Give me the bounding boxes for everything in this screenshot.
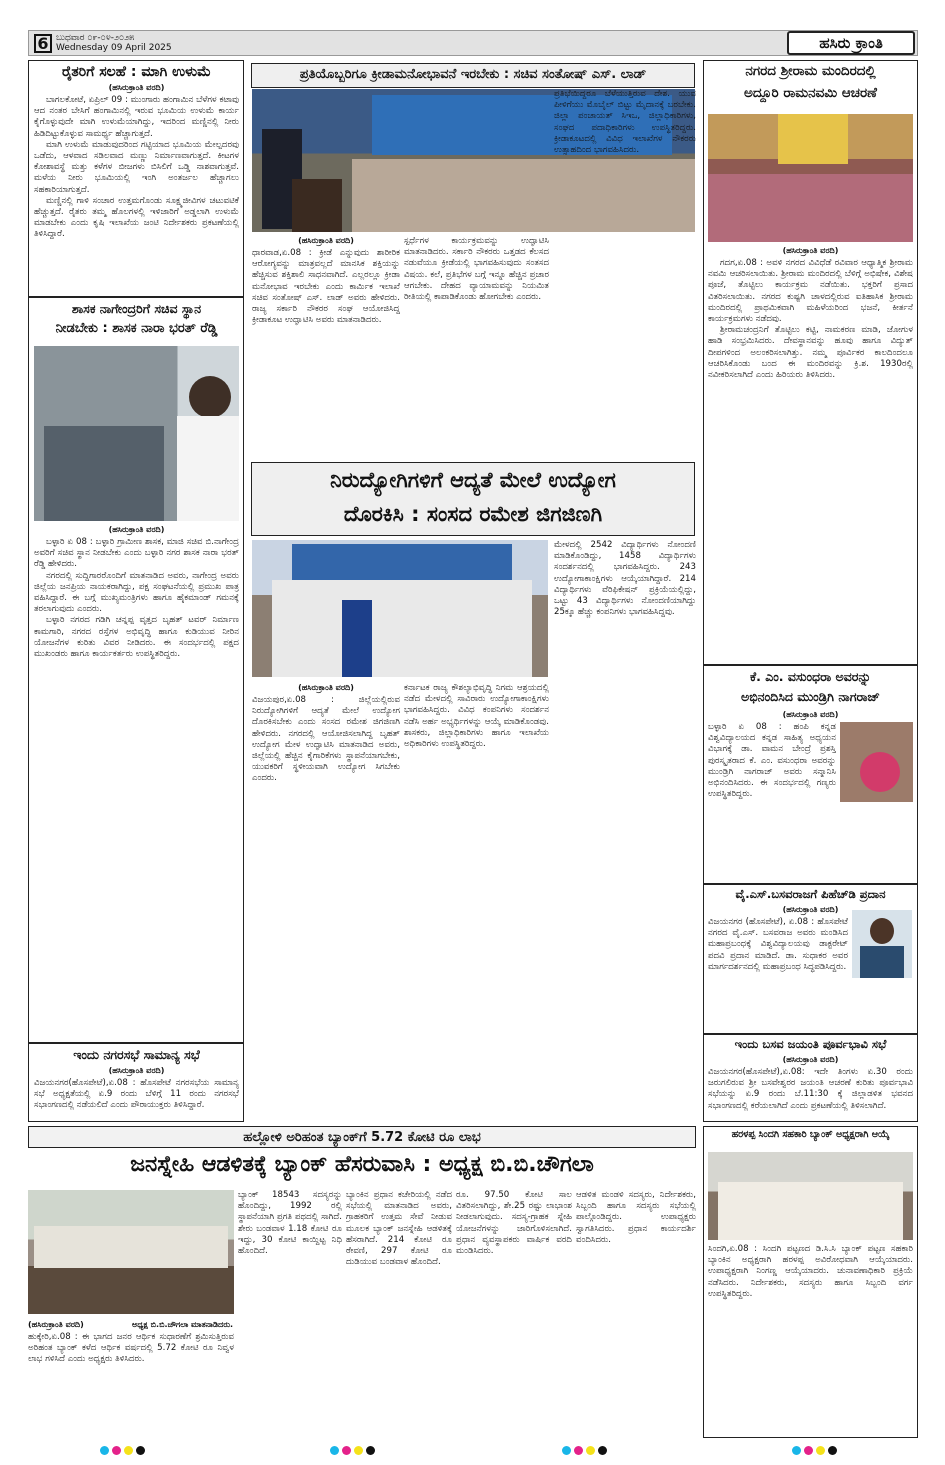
reg-dot-magenta [342, 1446, 351, 1455]
crowd-shape [44, 426, 164, 521]
art10-photo [708, 1152, 913, 1240]
art4-col1: ಧಾರವಾಡ,ಏ.08 : ಕ್ರೀಡೆ ಎನ್ನುವುದು ಶಾರೀರಿಕ ಆರೋಗ್ಯವನ್ನು ಮಾತ್ರವಲ್ಲದೆ ಮಾನಸಿಕ ಶಕ್ತಿಯನ್ನು ಹೆಚ್ಚಿಸುವ ಶಕ್ತಿಶಾಲಿ ಸಾಧನವಾಗಿದೆ. ಎಲ್ಲರಲ್ಲೂ ಕ್ರೀಡಾ ಮನೋಭಾವ ಇರಬೇಕು ಎಂದು ಕಾರ್ಮಿಕ ಇಲಾಖೆ ಸಚಿವ ಸಂತೋಷ್ ಎಸ್. ಲಾಡ್ ಅವರು ಹೇಳಿದರು. ರಾಜ್ಯ ಸರ್ಕಾರಿ ನೌಕರರ ಸಂಘ ಆಯೋಜಿಸಿದ್ದ ಕ್ರೀಡಾಕೂಟ ಉದ್ಘಾಟಿಸಿ ಅವರು ಮಾತನಾಡಿದರು. [252, 248, 400, 326]
art11-col0: ಹುಕ್ಕೇರಿ,ಏ.08 : ಈ ಭಾಗದ ಜನರ ಆರ್ಥಿಕ ಸುಧಾರಣೆಗೆ ಶ್ರಮಿಸುತ್ತಿರುವ ಅರಿಹಂತ ಬ್ಯಾಂಕ್ ಕಳೆದ ಆರ್ಥಿಕ ವರ್ಷದಲ್ಲಿ 5.72 ಕೋಟಿ ರೂ ನಿವ್ವಳ ಲಾಭ ಗಳಿಸಿದೆ ಎಂದು ಅಧ್ಯಕ್ಷರು ತಿಳಿಸಿದರು. [28, 1332, 234, 1365]
reg-dot-cyan [792, 1446, 801, 1455]
portrait-body [860, 946, 904, 978]
art9-credit: (ಹಸಿರುಕ್ರಾಂತಿ ವರದಿ) [782, 1055, 839, 1064]
art1-body [34, 95, 239, 295]
art2-p3: ಬಳ್ಳಾರಿ ನಗರದ ಗಡಿಗಿ ಚನ್ನಪ್ಪ ವೃತ್ತದ ಬೃಹತ್ ಟವರ್ ನಿರ್ಮಾಣ ಕಾಮಗಾರಿ, ನಗರದ ರಸ್ತೆಗಳ ಅಭಿವೃದ್ಧಿ ಹಾಗೂ ಕುಡಿಯುವ ನೀರಿನ ಯೋಜನೆಗಳ ಕುರಿತು ವಿವರ ನೀಡಿದರು. ಈ ಸಂದರ್ಭದಲ್ಲಿ ಪಕ್ಷದ ಮುಖಂಡರು ಹಾಗೂ ಕಾರ್ಯಕರ್ತರು ಉಪಸ್ಥಿತರಿದ್ದರು. [34, 615, 239, 660]
reg-dot-magenta [112, 1446, 121, 1455]
art10-headline: ಹರಳಪ್ಪ ಸಿಂದಗಿ ಸಹಕಾರಿ ಬ್ಯಾಂಕ್ ಅಧ್ಯಕ್ಷರಾಗಿ ಆಯ್ಕೆ [731, 1129, 890, 1140]
art11-col4: ಆಡಳಿತ ಮಂಡಳಿ ಸದಸ್ಯರು, ನಿರ್ದೇಶಕರು, ಸಿಬ್ಬಂದಿ ಹಾಗೂ ಸದಸ್ಯರು ಸಭೆಯಲ್ಲಿ ಪಾಲ್ಗೊಂಡಿದ್ದರು. ಉಪಾಧ್ಯಕ್ಷರು ಸ್ವಾಗತಿಸಿದರು. ಪ್ರಧಾನ ಕಾರ್ಯದರ್ಶಿ ವಂದಿಸಿದರು. [576, 1190, 696, 1245]
art6-p1: ಗದಗ,ಏ.08 : ಅವಳಿ ನಗರದ ವಿವಿಧೆಡೆ ರವಿವಾರ ಆಧ್ಯಾತ್ಮಿಕ ಶ್ರೀರಾಮ ನವಮಿ ಆಚರಿಸಲಾಯಿತು. ಶ್ರೀರಾಮ ಮಂದಿರದಲ್ಲಿ ಬೆಳಿಗ್ಗೆ ಅಭಿಷೇಕ, ವಿಶೇಷ ಪೂಜೆ, ತೊಟ್ಟಿಲು ಕಾರ್ಯಕ್ರಮ ನಡೆಯಿತು. ಭಕ್ತರಿಗೆ ಪ್ರಸಾದ ವಿತರಿಸಲಾಯಿತು. ನಗರದ ಕುಷ್ಟಗಿ ಚಾಳದಲ್ಲಿರುವ ಐತಿಹಾಸಿಕ ಶ್ರೀರಾಮ ಮಂದಿರದಲ್ಲಿ ಪ್ರಾಥಮಿಕವಾಗಿ ಮಹಿಳೆಯರಿಂದ ಭಜನೆ, ಕೀರ್ತನೆ ಕಾರ್ಯಕ್ರಮಗಳು ನಡೆದವು. [708, 258, 913, 325]
divider [703, 1033, 918, 1035]
dateline [56, 33, 172, 53]
attendees-row [34, 1226, 228, 1268]
art11-caption: ಅಧ್ಯಕ್ಷ ಬಿ.ಬಿ.ಚೌಗಲಾ ಮಾತನಾಡಿದರು. [132, 1320, 234, 1329]
registration-marks-1 [100, 1446, 145, 1455]
art8-portrait [852, 910, 912, 978]
reg-dot-cyan [330, 1446, 339, 1455]
art11-col3: ರೂ. 97.50 ಕೋಟಿ ಸಾಲ ವಿತರಿಸಲಾಗಿದ್ದು, ಶೇ.25 ರಷ್ಟು ಲಾಭಾಂಶ ನೀಡಲಾಗುವುದು. ಸದಸ್ಯ-ಗ್ರಾಹಕ ಸ್ನೇಹಿ ಯೋಜನೆಗಳನ್ನು ಜಾರಿಗೊಳಿಸಲಾಗಿದೆ. ಪ್ರಧಾನ ವ್ಯವಸ್ಥಾಪಕರು ವಾರ್ಷಿಕ ವರದಿ ಮಂಡಿಸಿದರು. [456, 1190, 572, 1257]
art3-body: ವಿಜಯನಗರ(ಹೊಸಪೇಟೆ),ಏ.08 : ಹೊಸಪೇಟೆ ನಗರಸಭೆಯ ಸಾಮಾನ್ಯ ಸಭೆ ಅಧ್ಯಕ್ಷತೆಯಲ್ಲಿ ಏ.9 ರಂದು ಬೆಳಿಗ್ಗೆ 11 ರಂದು ನಗರಸಭೆ ಸಭಾಂಗಣದಲ್ಲಿ ನಡೆಯಲಿದೆ ಎಂದು ಪೌರಾಯುಕ್ತರು ತಿಳಿಸಿದ್ದಾರೆ. [34, 1078, 239, 1111]
art5-col2: ಕರ್ನಾಟಕ ರಾಜ್ಯ ಕೌಶಲ್ಯಾಭಿವೃದ್ಧಿ ನಿಗಮ ಆಶ್ರಯದಲ್ಲಿ ನಡೆದ ಮೇಳದಲ್ಲಿ ಸಾವಿರಾರು ಉದ್ಯೋಗಾಕಾಂಕ್ಷಿಗಳು ಭಾಗವಹಿಸಿದ್ದರು. ವಿವಿಧ ಕಂಪನಿಗಳು ಸಂದರ್ಶನ ನಡೆಸಿ ಅರ್ಹ ಅಭ್ಯರ್ಥಿಗಳನ್ನು ಆಯ್ಕೆ ಮಾಡಿಕೊಂಡವು. ಶಾಸಕರು, ಜಿಲ್ಲಾಧಿಕಾರಿಗಳು ಹಾಗೂ ಇಲಾಖೆಯ ಅಧಿಕಾರಿಗಳು ಉಪಸ್ಥಿತರಿದ್ದರು. [404, 683, 549, 750]
reg-dot-yellow [354, 1446, 363, 1455]
reg-dot-black [598, 1446, 607, 1455]
art5-headline-1: ನಿರುದ್ಯೋಗಿಗಳಿಗೆ ಆದ್ಯತೆ ಮೇಲೆ ಉದ್ಯೋಗ [330, 468, 616, 492]
reg-dot-magenta [804, 1446, 813, 1455]
art8-credit: (ಹಸಿರುಕ್ರಾಂತಿ ವರದಿ) [782, 905, 839, 914]
art7-headline-1: ಕೆ. ಎಂ. ವಸುಂಧರಾ ಅವರನ್ನು [749, 669, 871, 684]
art1-p1: ಬಾಗಲಕೋಟೆ, ಏಪ್ರಿಲ್ 09 : ಮುಂಗಾರು ಹಂಗಾಮಿನ ಬೆಳೆಗಳ ಕಟಾವು ಆದ ನಂತರ ಬೇಸಿಗೆ ಹಂಗಾಮಿನಲ್ಲಿ ಇರುವ ಭೂಮಿಯ ಉಳುಮೆ ಕಾರ್ಯ ಕೈಗೊಳ್ಳುವುದೇ ಮಾಗಿ ಉಳುಮೆಯಾಗಿದ್ದು, ಇದರಿಂದ ಮಣ್ಣಿನಲ್ಲಿ ನೀರು ಹಿಡಿದಿಟ್ಟುಕೊಳ್ಳುವ ಸಾಮರ್ಥ್ಯ ಹೆಚ್ಚಾಗುತ್ತದೆ. [34, 95, 239, 139]
art5-col3: ಮೇಳದಲ್ಲಿ 2542 ವಿದ್ಯಾರ್ಥಿಗಳು ನೋಂದಣಿ ಮಾಡಿಕೊಂಡಿದ್ದು, 1458 ವಿದ್ಯಾರ್ಥಿಗಳು ಸಂದರ್ಶನದಲ್ಲಿ ಭಾಗವಹಿಸಿದ್ದರು. 243 ಉದ್ಯೋಗಾಕಾಂಕ್ಷಿಗಳು ಆಯ್ಕೆಯಾಗಿದ್ದಾರೆ. 214 ವಿದ್ಯಾರ್ಥಿಗಳು ವೆರಿಫಿಕೇಷನ್ ಪ್ರಕ್ರಿಯೆಯಲ್ಲಿದ್ದು, ಒಟ್ಟು 43 ವಿದ್ಯಾರ್ಥಿಗಳು ನೋಂದಣಿಯಾಗಿದ್ದು 25ಕ್ಕೂ ಹೆಚ್ಚು ಕಂಪನಿಗಳು ಭಾಗವಹಿಸಿದ್ದವು. [554, 540, 696, 618]
portrait-shape [189, 376, 231, 418]
devotees-group [708, 174, 913, 242]
bouquet-shape [860, 752, 900, 792]
members-group [718, 1182, 903, 1240]
art2-credit: (ಹಸಿರುಕ್ರಾಂತಿ ವರದಿ) [108, 525, 165, 534]
art8-body: ವಿಜಯನಗರ (ಹೊಸಪೇಟೆ), ಏ.08 : ಹೊಸಪೇಟೆ ನಗರದ ವೈ.ಎಸ್. ಬಸವರಾಜ ಅವರು ಮಂಡಿಸಿದ ಮಹಾಪ್ರಬಂಧಕ್ಕೆ ವಿಶ್ವವಿದ್ಯಾಲಯವು ಡಾಕ್ಟರೇಟ್ ಪದವಿ ಪ್ರದಾನ ಮಾಡಿದೆ. ಡಾ. ಸುಧಾಕರ ಅವರ ಮಾರ್ಗದರ್ಶನದಲ್ಲಿ ಮಹಾಪ್ರಬಂಧ ಸಿದ್ಧಪಡಿಸಿದ್ದರು. [708, 917, 848, 972]
art11-photo [28, 1190, 234, 1314]
art5-credit: (ಹಸಿರುಕ್ರಾಂತಿ ವರದಿ) [298, 683, 354, 692]
art1-p3: ಮಣ್ಣಿನಲ್ಲಿ ಗಾಳಿ ಸಂಚಾರ ಉತ್ತಮಗೊಂಡು ಸೂಕ್ಷ್ಮಜೀವಿಗಳ ಚಟುವಟಿಕೆ ಹೆಚ್ಚುತ್ತದೆ. ರೈತರು ತಮ್ಮ ಹೊಲಗಳಲ್ಲಿ ಇಳಿಜಾರಿಗೆ ಅಡ್ಡಲಾಗಿ ಉಳುಮೆ ಮಾಡಬೇಕು ಎಂದು ಕೃಷಿ ಇಲಾಖೆಯ ಜಂಟಿ ನಿರ್ದೇಶಕರು ಪ್ರಕಟಣೆಯಲ್ಲಿ ತಿಳಿಸಿದ್ದಾರೆ. [34, 195, 239, 240]
art11-headline: ಜನಸ್ನೇಹಿ ಆಡಳಿತಕ್ಕೆ ಬ್ಯಾಂಕ್ ಹೆಸರುವಾಸಿ : ಅಧ್ಯಕ್ಷ ಬಿ.ಬಿ.ಚೌಗಲಾ [130, 1152, 594, 1177]
art7-headline-2: ಅಭಿನಂದಿಸಿದ ಮುಂಡ್ರಿಗಿ ನಾಗರಾಜ್ [741, 689, 880, 704]
date-kannada: ಬುಧವಾರ ೦೯-೦೪-೨೦೨೫ [56, 33, 135, 43]
art6-headline-2: ಅದ್ದೂರಿ ರಾಮನವಮಿ ಆಚರಣೆ [744, 85, 877, 101]
art6-headline-1: ನಗರದ ಶ್ರೀರಾಮ ಮಂದಿರದಲ್ಲಿ [745, 63, 876, 79]
date-english: Wednesday 09 April 2025 [56, 43, 172, 53]
art5-col1: ವಿಜಯಪುರ,ಏ.08 : ಜಿಲ್ಲೆಯಲ್ಲಿರುವ ನಿರುದ್ಯೋಗಿಗಳಿಗೆ ಆದ್ಯತೆ ಮೇಲೆ ಉದ್ಯೋಗ ದೊರಕಿಸಬೇಕು ಎಂದು ಸಂಸದ ರಮೇಶ ಜಿಗಜಿಣಗಿ ಹೇಳಿದರು. ನಗರದಲ್ಲಿ ಆಯೋಜಿಸಲಾಗಿದ್ದ ಬೃಹತ್ ಉದ್ಯೋಗ ಮೇಳ ಉದ್ಘಾಟಿಸಿ ಮಾತನಾಡಿದ ಅವರು, ಜಿಲ್ಲೆಯಲ್ಲಿ ಹೆಚ್ಚಿನ ಕೈಗಾರಿಕೆಗಳು ಸ್ಥಾಪನೆಯಾಗಬೇಕು, ಯುವಕರಿಗೆ ಸ್ಥಳೀಯವಾಗಿ ಉದ್ಯೋಗ ಸಿಗಬೇಕು ಎಂದರು. [252, 695, 400, 784]
reg-dot-cyan [562, 1446, 571, 1455]
art4-credit: (ಹಸಿರುಕ್ರಾಂತಿ ವರದಿ) [298, 236, 354, 245]
reg-dot-yellow [124, 1446, 133, 1455]
reg-dot-cyan [100, 1446, 109, 1455]
art11-credit: (ಹಸಿರುಕ್ರಾಂತಿ ವರದಿ) [28, 1320, 84, 1329]
backdrop-banner [292, 544, 512, 584]
art1-headline: ರೈತರಿಗೆ ಸಲಹೆ : ಮಾಗಿ ಉಳುಮೆ [61, 64, 212, 80]
divider [703, 883, 918, 885]
art1-credit: (ಹಸಿರುಕ್ರಾಂತಿ ವರದಿ) [108, 83, 165, 92]
divider [703, 664, 918, 666]
art4-headline: ಪ್ರತಿಯೊಬ್ಬರಿಗೂ ಕ್ರೀಡಾಮನೋಭಾವನೆ ಇರಬೇಕು : ಸಚಿವ ಸಂತೋಷ್ ಎಸ್. ಲಾಡ್ [251, 63, 695, 88]
reg-dot-yellow [586, 1446, 595, 1455]
reg-dot-yellow [816, 1446, 825, 1455]
art9-headline: ಇಂದು ಬಸವ ಜಯಂತಿ ಪೂರ್ವಭಾವಿ ಸಭೆ [734, 1037, 887, 1051]
art2-p1: ಬಳ್ಳಾರಿ ಏ 08 : ಬಳ್ಳಾರಿ ಗ್ರಾಮೀಣ ಶಾಸಕ, ಮಾಜಿ ಸಚಿವ ಬಿ.ನಾಗೇಂದ್ರ ಅವರಿಗೆ ಸಚಿವ ಸ್ಥಾನ ನೀಡಬೇಕು ಎಂದು ಬಳ್ಳಾರಿ ನಗರ ಶಾಸಕ ನಾರಾ ಭರತ್ ರೆಡ್ಡಿ ಹೇಳಿದರು. [34, 537, 239, 570]
officials-group [272, 580, 532, 677]
reg-dot-magenta [574, 1446, 583, 1455]
portrait-head [870, 918, 894, 944]
registration-marks-4 [792, 1446, 837, 1455]
newspaper-brand: ಹಸಿರು ಕ್ರಾಂತಿ [787, 31, 915, 55]
reg-dot-black [136, 1446, 145, 1455]
art11-col1: ಬ್ಯಾಂಕ್ 18543 ಸದಸ್ಯರನ್ನು ಹೊಂದಿದ್ದು, 1992 ರಲ್ಲಿ ಸ್ಥಾಪನೆಯಾಗಿ ಪ್ರಗತಿ ಪಥದಲ್ಲಿ ಸಾಗಿದೆ. ಶೇರು ಬಂಡವಾಳ 1.18 ಕೋಟಿ ರೂ ಇದ್ದು, 30 ಕೋಟಿ ಕಾಯ್ದಿಟ್ಟ ನಿಧಿ ಹೊಂದಿದೆ. [238, 1190, 342, 1257]
portrait-shirt [177, 416, 239, 521]
art2-photo [34, 346, 239, 521]
art5-photo [252, 540, 548, 677]
divider [28, 296, 244, 298]
art11-banner: ಹಲ್ಲೋಳಿ ಅರಿಹಂತ ಬ್ಯಾಂಕ್‌ಗೆ 5.72 ಕೋಟಿ ರೂ ಲಾಭ [28, 1126, 696, 1148]
art7-credit: (ಹಸಿರುಕ್ರಾಂತಿ ವರದಿ) [782, 710, 839, 719]
art6-photo [708, 114, 913, 242]
podium [292, 179, 342, 232]
art3-credit: (ಹಸಿರುಕ್ರಾಂತಿ ವರದಿ) [108, 1066, 165, 1075]
art2-p2: ನಗರದಲ್ಲಿ ಸುದ್ದಿಗಾರರೊಂದಿಗೆ ಮಾತನಾಡಿದ ಅವರು, ನಾಗೇಂದ್ರ ಅವರು ಜಿಲ್ಲೆಯ ಜನಪ್ರಿಯ ನಾಯಕರಾಗಿದ್ದು, ಪಕ್ಷ ಸಂಘಟನೆಯಲ್ಲಿ ಪ್ರಮುಖ ಪಾತ್ರ ವಹಿಸಿದ್ದಾರೆ. ಈ ಬಗ್ಗೆ ಮುಖ್ಯಮಂತ್ರಿಗಳು ಹಾಗೂ ಹೈಕಮಾಂಡ್ ಗಮನಕ್ಕೆ ತರಲಾಗುವುದು ಎಂದರು. [34, 570, 239, 615]
art7-body: ಬಳ್ಳಾರಿ ಏ 08 : ಹಂಪಿ ಕನ್ನಡ ವಿಶ್ವವಿದ್ಯಾಲಯದ ಕನ್ನಡ ಸಾಹಿತ್ಯ ಅಧ್ಯಯನ ವಿಭಾಗಕ್ಕೆ ಡಾ. ವಾಮನ ಬೇಂದ್ರೆ ಪ್ರಶಸ್ತಿ ಪುರಸ್ಕೃತರಾದ ಕೆ. ಎಂ. ವಸುಂಧರಾ ಅವರನ್ನು ಮುಂಡ್ರಿಗಿ ನಾಗರಾಜ್ ಅವರು ಸನ್ಮಾನಿಸಿ ಅಭಿನಂದಿಸಿದರು. ಈ ಸಂದರ್ಭದಲ್ಲಿ ಗಣ್ಯರು ಉಪಸ್ಥಿತರಿದ್ದರು. [708, 722, 836, 800]
art5-headline-2: ದೊರಕಿಸಿ : ಸಂಸದ ರಮೇಶ ಜಿಗಜಿಣಗಿ [343, 502, 603, 526]
meeting-table [28, 1266, 234, 1314]
art10-body: ಸಿಂದಗಿ,ಏ.08 : ಸಿಂದಗಿ ಪಟ್ಟಣದ ಡಿ.ಸಿ.ಸಿ ಬ್ಯಾಂಕ್ ಪಟ್ಟಣ ಸಹಕಾರಿ ಬ್ಯಾಂಕಿನ ಅಧ್ಯಕ್ಷರಾಗಿ ಹರಳಪ್ಪ ಅವಿರೋಧವಾಗಿ ಆಯ್ಕೆಯಾದರು. ಉಪಾಧ್ಯಕ್ಷರಾಗಿ ನಿಂಗಣ್ಣ ಆಯ್ಕೆಯಾದರು. ಚುನಾವಣಾಧಿಕಾರಿ ಪ್ರಕ್ರಿಯೆ ನಡೆಸಿದರು. ನಿರ್ದೇಶಕರು, ಸದಸ್ಯರು ಹಾಗೂ ಸಿಬ್ಬಂದಿ ವರ್ಗ ಉಪಸ್ಥಿತರಿದ್ದರು. [708, 1244, 913, 1299]
art9-body: ವಿಜಯನಗರ(ಹೊಸಪೇಟೆ),ಏ.08: ಇದೇ ತಿಂಗಳು ಏ.30 ರಂದು ಜರುಗಲಿರುವ ಶ್ರೀ ಬಸವೇಶ್ವರರ ಜಯಂತಿ ಆಚರಣೆ ಕುರಿತು ಪೂರ್ವಭಾವಿ ಸಭೆಯನ್ನು ಏ.9 ರಂದು ಬೆ.11:30 ಕ್ಕೆ ಜಿಲ್ಲಾಡಳಿತ ಭವನದ ಸಭಾಂಗಣದಲ್ಲಿ ಕರೆಯಲಾಗಿದೆ ಎಂದು ಪ್ರಕಟಣೆಯಲ್ಲಿ ತಿಳಿಸಲಾಗಿದೆ. [708, 1067, 913, 1111]
flower-decoration [778, 114, 848, 164]
art2-body [34, 537, 239, 1022]
art8-headline: ವೈ.ಎಸ್.ಬಸವರಾಜಗೆ ಪಿಹೆಚ್‌ಡಿ ಪ್ರದಾನ [735, 887, 886, 901]
art11-col2: ಬ್ಯಾಂಕಿನ ಪ್ರಧಾನ ಕಚೇರಿಯಲ್ಲಿ ನಡೆದ ಸಭೆಯಲ್ಲಿ ಮಾತನಾಡಿದ ಅವರು, ಗ್ರಾಹಕರಿಗೆ ಉತ್ತಮ ಸೇವೆ ನೀಡುವ ಮೂಲಕ ಬ್ಯಾಂಕ್ ಜನಸ್ನೇಹಿ ಆಡಳಿತಕ್ಕೆ ಹೆಸರಾಗಿದೆ. 214 ಕೋಟಿ ರೂ ಠೇವಣಿ, 297 ಕೋಟಿ ರೂ ದುಡಿಯುವ ಬಂಡವಾಳ ಹೊಂದಿದೆ. [346, 1190, 452, 1268]
art6-body [708, 258, 913, 663]
art1-p2: ಮಾಗಿ ಉಳುಮೆ ಮಾಡುವುದರಿಂದ ಗಟ್ಟಿಯಾದ ಭೂಮಿಯ ಮೇಲ್ಪದರವು ಒಡೆದು, ಆಳವಾದ ಸಡಿಲವಾದ ಮಣ್ಣು ನಿರ್ಮಾಣವಾಗುತ್ತದೆ. ಕೀಟಗಳ ಕೋಶಾವಸ್ಥೆ ಮತ್ತು ಕಳೆಗಳ ಬೀಜಗಳು ಬಿಸಿಲಿಗೆ ಒಡ್ಡಿ ನಾಶವಾಗುತ್ತವೆ. ಮಳೆಯ ನೀರು ಭೂಮಿಯಲ್ಲಿ ಇಂಗಿ ಅಂತರ್ಜಲ ಹೆಚ್ಚಾಗಲು ಸಹಕಾರಿಯಾಗುತ್ತದೆ. [34, 139, 239, 195]
lamp-lighting [342, 600, 372, 677]
divider [28, 1042, 244, 1044]
art6-credit: (ಹಸಿರುಕ್ರಾಂತಿ ವರದಿ) [782, 246, 839, 255]
registration-marks-2 [330, 1446, 375, 1455]
art2-headline-2: ನೀಡಬೇಕು : ಶಾಸಕ ನಾರಾ ಭರತ್ ರೆಡ್ಡಿ [55, 321, 218, 336]
art3-headline: ಇಂದು ನಗರಸಭೆ ಸಾಮಾನ್ಯ ಸಭೆ [73, 1047, 200, 1062]
reg-dot-black [828, 1446, 837, 1455]
registration-marks-3 [562, 1446, 607, 1455]
art6-p2: ಶ್ರೀರಾಮಚಂದ್ರನಿಗೆ ತೊಟ್ಟಿಲು ಕಟ್ಟಿ, ನಾಮಕರಣ ಮಾಡಿ, ಜೋಗುಳ ಹಾಡಿ ಸಂಭ್ರಮಿಸಿದರು. ದೇವಸ್ಥಾನವನ್ನು ಹೂವು ಹಾಗೂ ವಿದ್ಯುತ್ ದೀಪಗಳಿಂದ ಅಲಂಕರಿಸಲಾಗಿತ್ತು. ನಮ್ಮ ಪೂರ್ವಿಕರ ಕಾಲದಿಂದಲೂ ಆಚರಿಸಿಕೊಂಡು ಬಂದ ಈ ಮಂದಿರವನ್ನು ಕ್ರಿ.ಶ. 1930ರಲ್ಲಿ ನವೀಕರಿಸಲಾಗಿದೆ ಎಂದು ಹಿರಿಯರು ತಿಳಿಸಿದರು. [708, 325, 913, 381]
reg-dot-black [366, 1446, 375, 1455]
page-number: 6 [34, 34, 52, 53]
art4-col2: ಸ್ಪರ್ಧೆಗಳ ಕಾರ್ಯಕ್ರಮವನ್ನು ಉದ್ಘಾಟಿಸಿ ಮಾತನಾಡಿದರು. ಸರ್ಕಾರಿ ನೌಕರರು ಒತ್ತಡದ ಕೆಲಸದ ನಡುವೆಯೂ ಕ್ರೀಡೆಯಲ್ಲಿ ಭಾಗವಹಿಸುವುದು ಸಂತಸದ ವಿಷಯ. ಕಲೆ, ಪ್ರತಿಭೆಗಳ ಬಗ್ಗೆ ಇನ್ನೂ ಹೆಚ್ಚಿನ ಪ್ರಚಾರ ಆಗಬೇಕು. ದೇಹದ ವ್ಯಾಯಾಮವನ್ನು ನಿಯಮಿತ ರೀತಿಯಲ್ಲಿ ಕಾಪಾಡಿಕೊಂಡು ಹೋಗಬೇಕು ಎಂದರು. [404, 236, 549, 303]
art2-headline-1: ಶಾಸಕ ನಾಗೇಂದ್ರರಿಗೆ ಸಚಿವ ಸ್ಥಾನ [71, 301, 202, 316]
art7-photo [840, 722, 913, 802]
art4-col3: ಪ್ರತಿಭೆಯಿದ್ದರೂ ಬೆಳೆಯುತ್ತಿರುವ ದೇಶ. ಯುವ ಪೀಳಿಗೆಯು ಮೊಬೈಲ್ ಬಿಟ್ಟು ಮೈದಾನಕ್ಕೆ ಬರಬೇಕು. ಜಿಲ್ಲಾ ಪಂಚಾಯತ್ ಸಿಇಒ, ಜಿಲ್ಲಾಧಿಕಾರಿಗಳು, ಸಂಘದ ಪದಾಧಿಕಾರಿಗಳು ಉಪಸ್ಥಿತರಿದ್ದರು. ಕ್ರೀಡಾಕೂಟದಲ್ಲಿ ವಿವಿಧ ಇಲಾಖೆಗಳ ನೌಕರರು ಉತ್ಸಾಹದಿಂದ ಭಾಗವಹಿಸಿದರು. [554, 89, 696, 156]
